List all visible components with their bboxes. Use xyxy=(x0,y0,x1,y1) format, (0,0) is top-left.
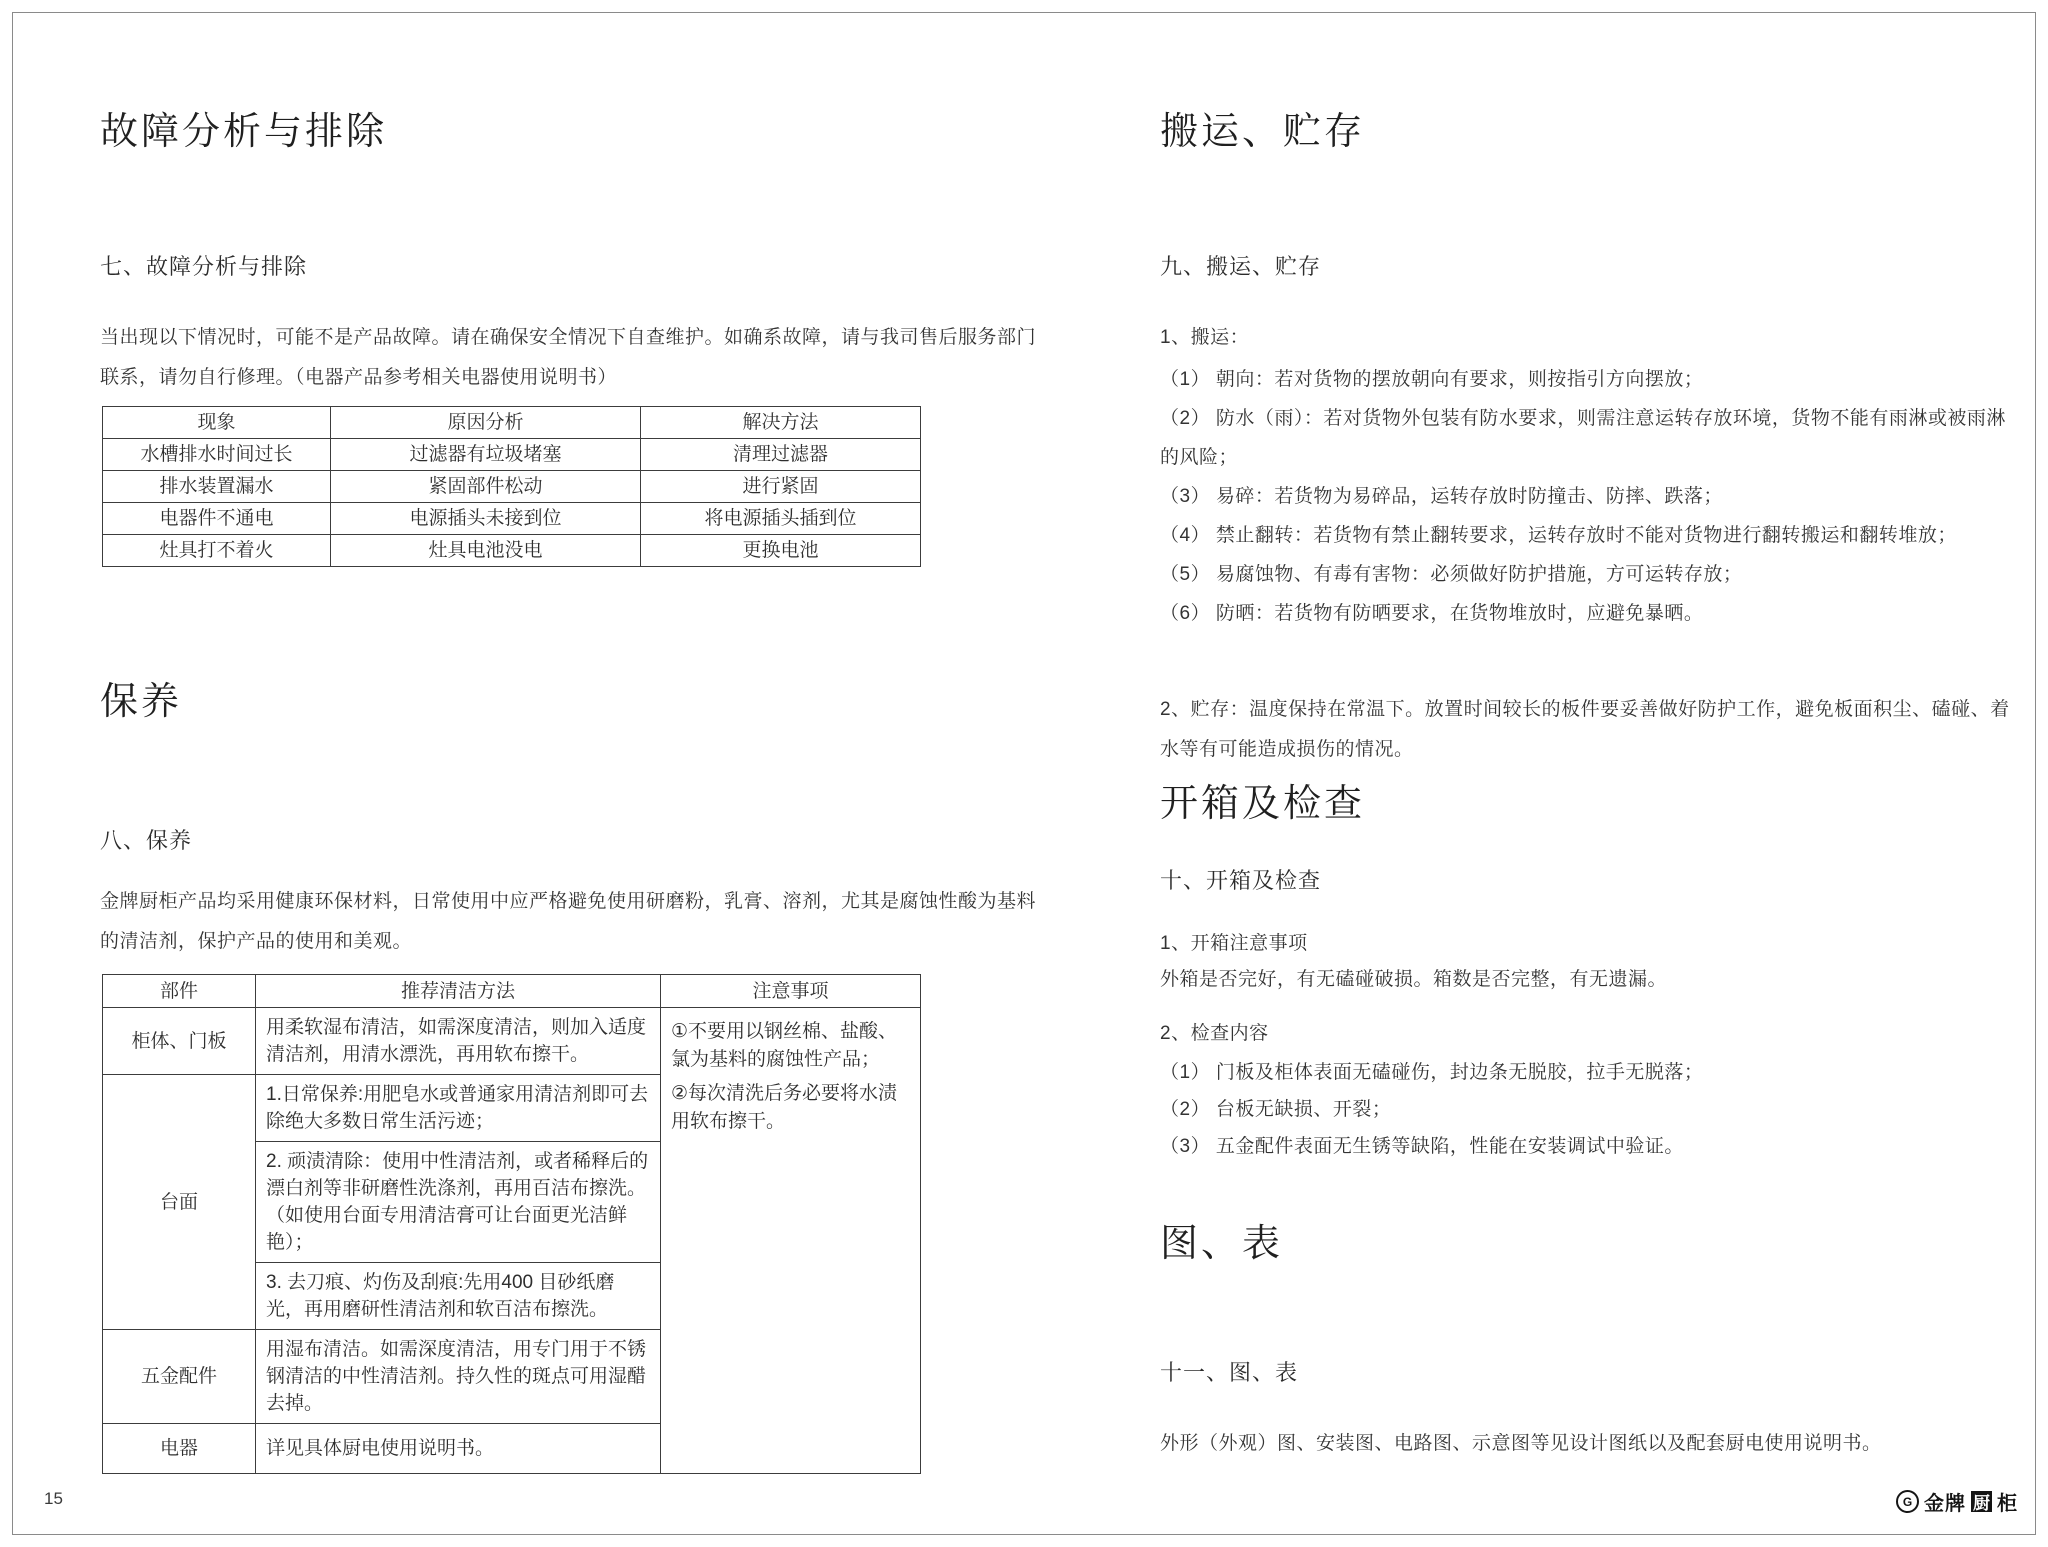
table-row xyxy=(103,503,921,535)
transport-subheading: 1、搬运： xyxy=(1160,327,1250,348)
heading-troubleshooting: 七、故障分析与排除 xyxy=(100,254,308,279)
page-title-unboxing: 开箱及检查 xyxy=(1160,783,1366,825)
col-header-caution: 注意事项 xyxy=(661,975,921,1008)
col-header-method: 推荐清洁方法 xyxy=(256,975,661,1008)
cell-method-hardware: 用湿布清洁。如需深度清洁，用专门用于不锈钢清洁的中性清洁剂。持久性的斑点可用湿醋去掉。 xyxy=(256,1330,661,1424)
inspection-item-list xyxy=(1160,1054,2012,1165)
cell-cause: 灶具电池没电 xyxy=(331,535,641,567)
cell-solution: 更换电池 xyxy=(641,535,921,567)
storage-paragraph: 2、贮存：温度保持在常温下。放置时间较长的板件要妥善做好防护工作，避免板面积尘、磕碰、着水等有可能造成损伤的情况。 xyxy=(1160,699,2010,760)
unboxing-subheading-1: 1、开箱注意事项 xyxy=(1160,933,1308,954)
brand-name-boxed-char: 厨 xyxy=(1971,1491,1992,1512)
col-header-solution: 解决方法 xyxy=(641,407,921,439)
list-item: （2） 防水（雨）：若对货物外包装有防水要求，则需注意运转存放环境，货物不能有雨淋或被雨淋的风险； xyxy=(1160,408,2006,468)
cell-solution: 清理过滤器 xyxy=(641,439,921,471)
heading-figures: 十一、图、表 xyxy=(1160,1360,1299,1385)
page-title-maintenance: 保养 xyxy=(100,681,183,723)
cell-method-countertop-2: 2. 顽渍清除：使用中性清洁剂，或者稀释后的漂白剂等非研磨性洗涤剂，再用百洁布擦洗。（如使用台面专用清洁膏可让台面更光洁鲜艳）； xyxy=(256,1142,661,1263)
cell-solution: 进行紧固 xyxy=(641,471,921,503)
heading-transport: 九、搬运、贮存 xyxy=(1160,254,1322,279)
list-item: （3） 五金配件表面无生锈等缺陷，性能在安装调试中验证。 xyxy=(1160,1136,1684,1157)
brand-logo xyxy=(1896,1487,2018,1516)
list-item: （5） 易腐蚀物、有毒有害物：必须做好防护措施，方可运转存放； xyxy=(1160,564,1743,585)
cell-method-appliance: 详见具体厨电使用说明书。 xyxy=(256,1424,661,1474)
figures-paragraph: 外形（外观）图、安装图、电路图、示意图等见设计图纸以及配套厨电使用说明书。 xyxy=(1160,1433,1882,1454)
brand-name-leading: 金牌 xyxy=(1924,1493,1966,1515)
unboxing-note: 外箱是否完好，有无磕碰破损。箱数是否完整，有无遗漏。 xyxy=(1160,969,1668,990)
maintenance-intro: 金牌厨柜产品均采用健康环保材料，日常使用中应严格避免使用研磨粉，乳膏、溶剂，尤其是腐蚀性酸为基料的清洁剂，保护产品的使用和美观。 xyxy=(100,891,1037,952)
page-title-troubleshooting: 故障分析与排除 xyxy=(100,111,388,153)
fault-table-header-row xyxy=(103,407,921,439)
maintenance-table xyxy=(102,974,921,1474)
list-item: （6） 防晒：若货物有防晒要求，在货物堆放时，应避免暴晒。 xyxy=(1160,603,1704,624)
heading-maintenance: 八、保养 xyxy=(100,828,193,853)
col-header-part: 部件 xyxy=(103,975,256,1008)
list-item: （1） 朝向：若对货物的摆放朝向有要求，则按指引方向摆放； xyxy=(1160,369,1704,390)
fault-table xyxy=(102,406,921,567)
table-row xyxy=(103,439,921,471)
cell-phenomenon: 水槽排水时间过长 xyxy=(103,439,331,471)
cell-part-appliance: 电器 xyxy=(103,1424,256,1474)
caution-note-2: ②每次清洗后务必要将水渍用软布擦干。 xyxy=(671,1083,898,1132)
transport-item-list xyxy=(1160,360,2012,633)
caution-note-1: ①不要用以钢丝棉、盐酸、氯为基料的腐蚀性产品； xyxy=(671,1021,898,1070)
unboxing-subheading-2: 2、检查内容 xyxy=(1160,1023,1269,1044)
table-row xyxy=(103,471,921,503)
cell-cause: 电源插头未接到位 xyxy=(331,503,641,535)
cell-cause: 过滤器有垃圾堵塞 xyxy=(331,439,641,471)
cell-method-countertop-3: 3. 去刀痕、灼伤及刮痕:先用400 目砂纸磨光，再用磨研性清洁剂和软百洁布擦洗。 xyxy=(256,1263,661,1330)
cell-solution: 将电源插头插到位 xyxy=(641,503,921,535)
list-item: （2） 台板无缺损、开裂； xyxy=(1160,1099,1392,1120)
page-title-transport: 搬运、贮存 xyxy=(1160,111,1366,153)
troubleshooting-intro: 当出现以下情况时，可能不是产品故障。请在确保安全情况下自查维护。如确系故障，请与我司售后服务部门联系，请勿自行修理。（电器产品参考相关电器使用说明书） xyxy=(100,327,1037,388)
cell-cause: 紧固部件松动 xyxy=(331,471,641,503)
cell-phenomenon: 电器件不通电 xyxy=(103,503,331,535)
col-header-phenomenon: 现象 xyxy=(103,407,331,439)
table-row xyxy=(103,535,921,567)
cell-cautions xyxy=(661,1008,921,1474)
cell-part-countertop: 台面 xyxy=(103,1075,256,1330)
maintenance-table-header-row xyxy=(103,975,921,1008)
cell-phenomenon: 排水装置漏水 xyxy=(103,471,331,503)
cell-method-countertop-1: 1.日常保养:用肥皂水或普通家用清洁剂即可去除绝大多数日常生活污迹； xyxy=(256,1075,661,1142)
cell-phenomenon: 灶具打不着火 xyxy=(103,535,331,567)
col-header-cause: 原因分析 xyxy=(331,407,641,439)
cell-part-cabinet: 柜体、门板 xyxy=(103,1008,256,1075)
brand-name-trailing: 柜 xyxy=(1997,1493,2018,1515)
list-item: （3） 易碎：若货物为易碎品，运转存放时防撞击、防摔、跌落； xyxy=(1160,486,1723,507)
brand-g-icon: G xyxy=(1896,1490,1919,1513)
table-row-cabinet xyxy=(103,1008,921,1075)
list-item: （4） 禁止翻转：若货物有禁止翻转要求，运转存放时不能对货物进行翻转搬运和翻转堆放； xyxy=(1160,525,1957,546)
cell-method-cabinet: 用柔软湿布清洁，如需深度清洁，则加入适度清洁剂，用清水漂洗，再用软布擦干。 xyxy=(256,1008,661,1075)
page-title-figures: 图、表 xyxy=(1160,1223,1284,1265)
heading-unboxing: 十、开箱及检查 xyxy=(1160,868,1322,893)
list-item: （1） 门板及柜体表面无磕碰伤，封边条无脱胶，拉手无脱落； xyxy=(1160,1062,1704,1083)
page-number: 15 xyxy=(44,1489,63,1508)
cell-part-hardware: 五金配件 xyxy=(103,1330,256,1424)
